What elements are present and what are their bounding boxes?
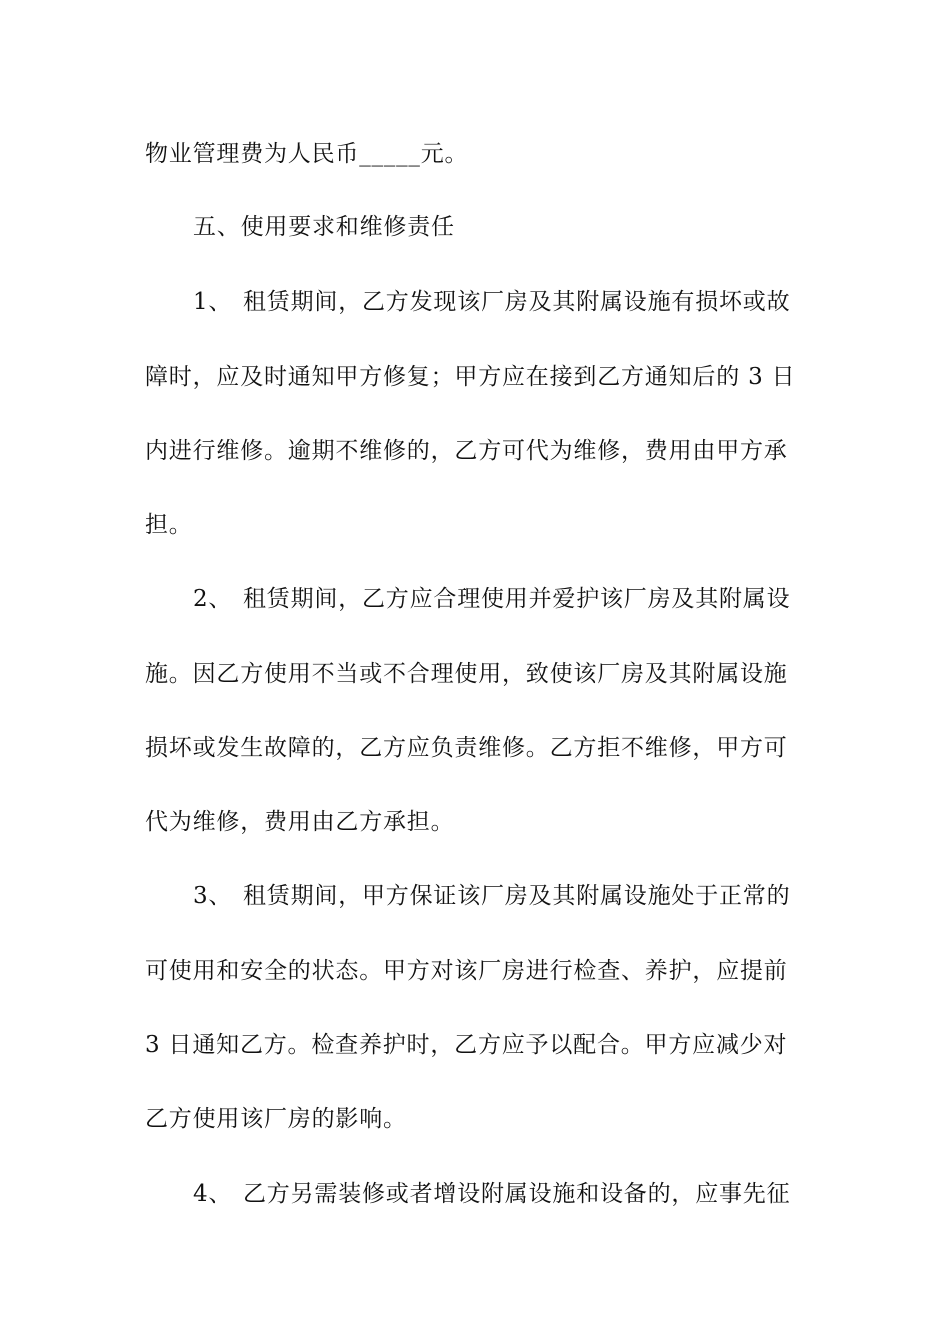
item-number: 2、 — [193, 586, 233, 612]
text-line: 租赁期间，甲方保证该厂房及其附属设施处于正常的 — [243, 883, 791, 909]
text-line: 代为维修，费用由乙方承担。 — [145, 809, 455, 835]
item-number: 1、 — [193, 289, 233, 315]
text-line: 租赁期间，乙方发现该厂房及其附属设施有损坏或故 — [243, 289, 791, 315]
text-line: 物业管理费为人民币_____元。 — [145, 141, 469, 167]
text-line: 损坏或发生故障的，乙方应负责维修。乙方拒不维修，甲方可 — [145, 735, 788, 761]
text-line: 乙方使用该厂房的影响。 — [145, 1106, 407, 1132]
text-line: 租赁期间，乙方应合理使用并爱护该厂房及其附属设 — [243, 586, 791, 612]
list-item-4-first-line — [193, 1179, 855, 1209]
text-line: 可使用和安全的状态。甲方对该厂房进行检查、养护，应提前 — [145, 958, 788, 984]
text-line: 担。 — [145, 512, 193, 538]
text-line: 乙方另需装修或者增设附属设施和设备的，应事先征 — [243, 1181, 791, 1207]
text-line: 施。因乙方使用不当或不合理使用，致使该厂房及其附属设施 — [145, 661, 788, 687]
section-heading: 五、使用要求和维修责任 — [193, 214, 455, 240]
list-item-3-first-line — [193, 881, 855, 911]
text-line: 障时，应及时通知甲方修复；甲方应在接到乙方通知后的 3 日 — [145, 364, 796, 390]
text-line: 3 日通知乙方。检查养护时，乙方应予以配合。甲方应减少对 — [145, 1032, 788, 1058]
list-item-1-first-line — [193, 287, 855, 317]
item-number: 4、 — [193, 1181, 233, 1207]
item-number: 3、 — [193, 883, 233, 909]
text-line: 内进行维修。逾期不维修的，乙方可代为维修，费用由甲方承 — [145, 438, 788, 464]
list-item-2-first-line — [193, 584, 855, 614]
